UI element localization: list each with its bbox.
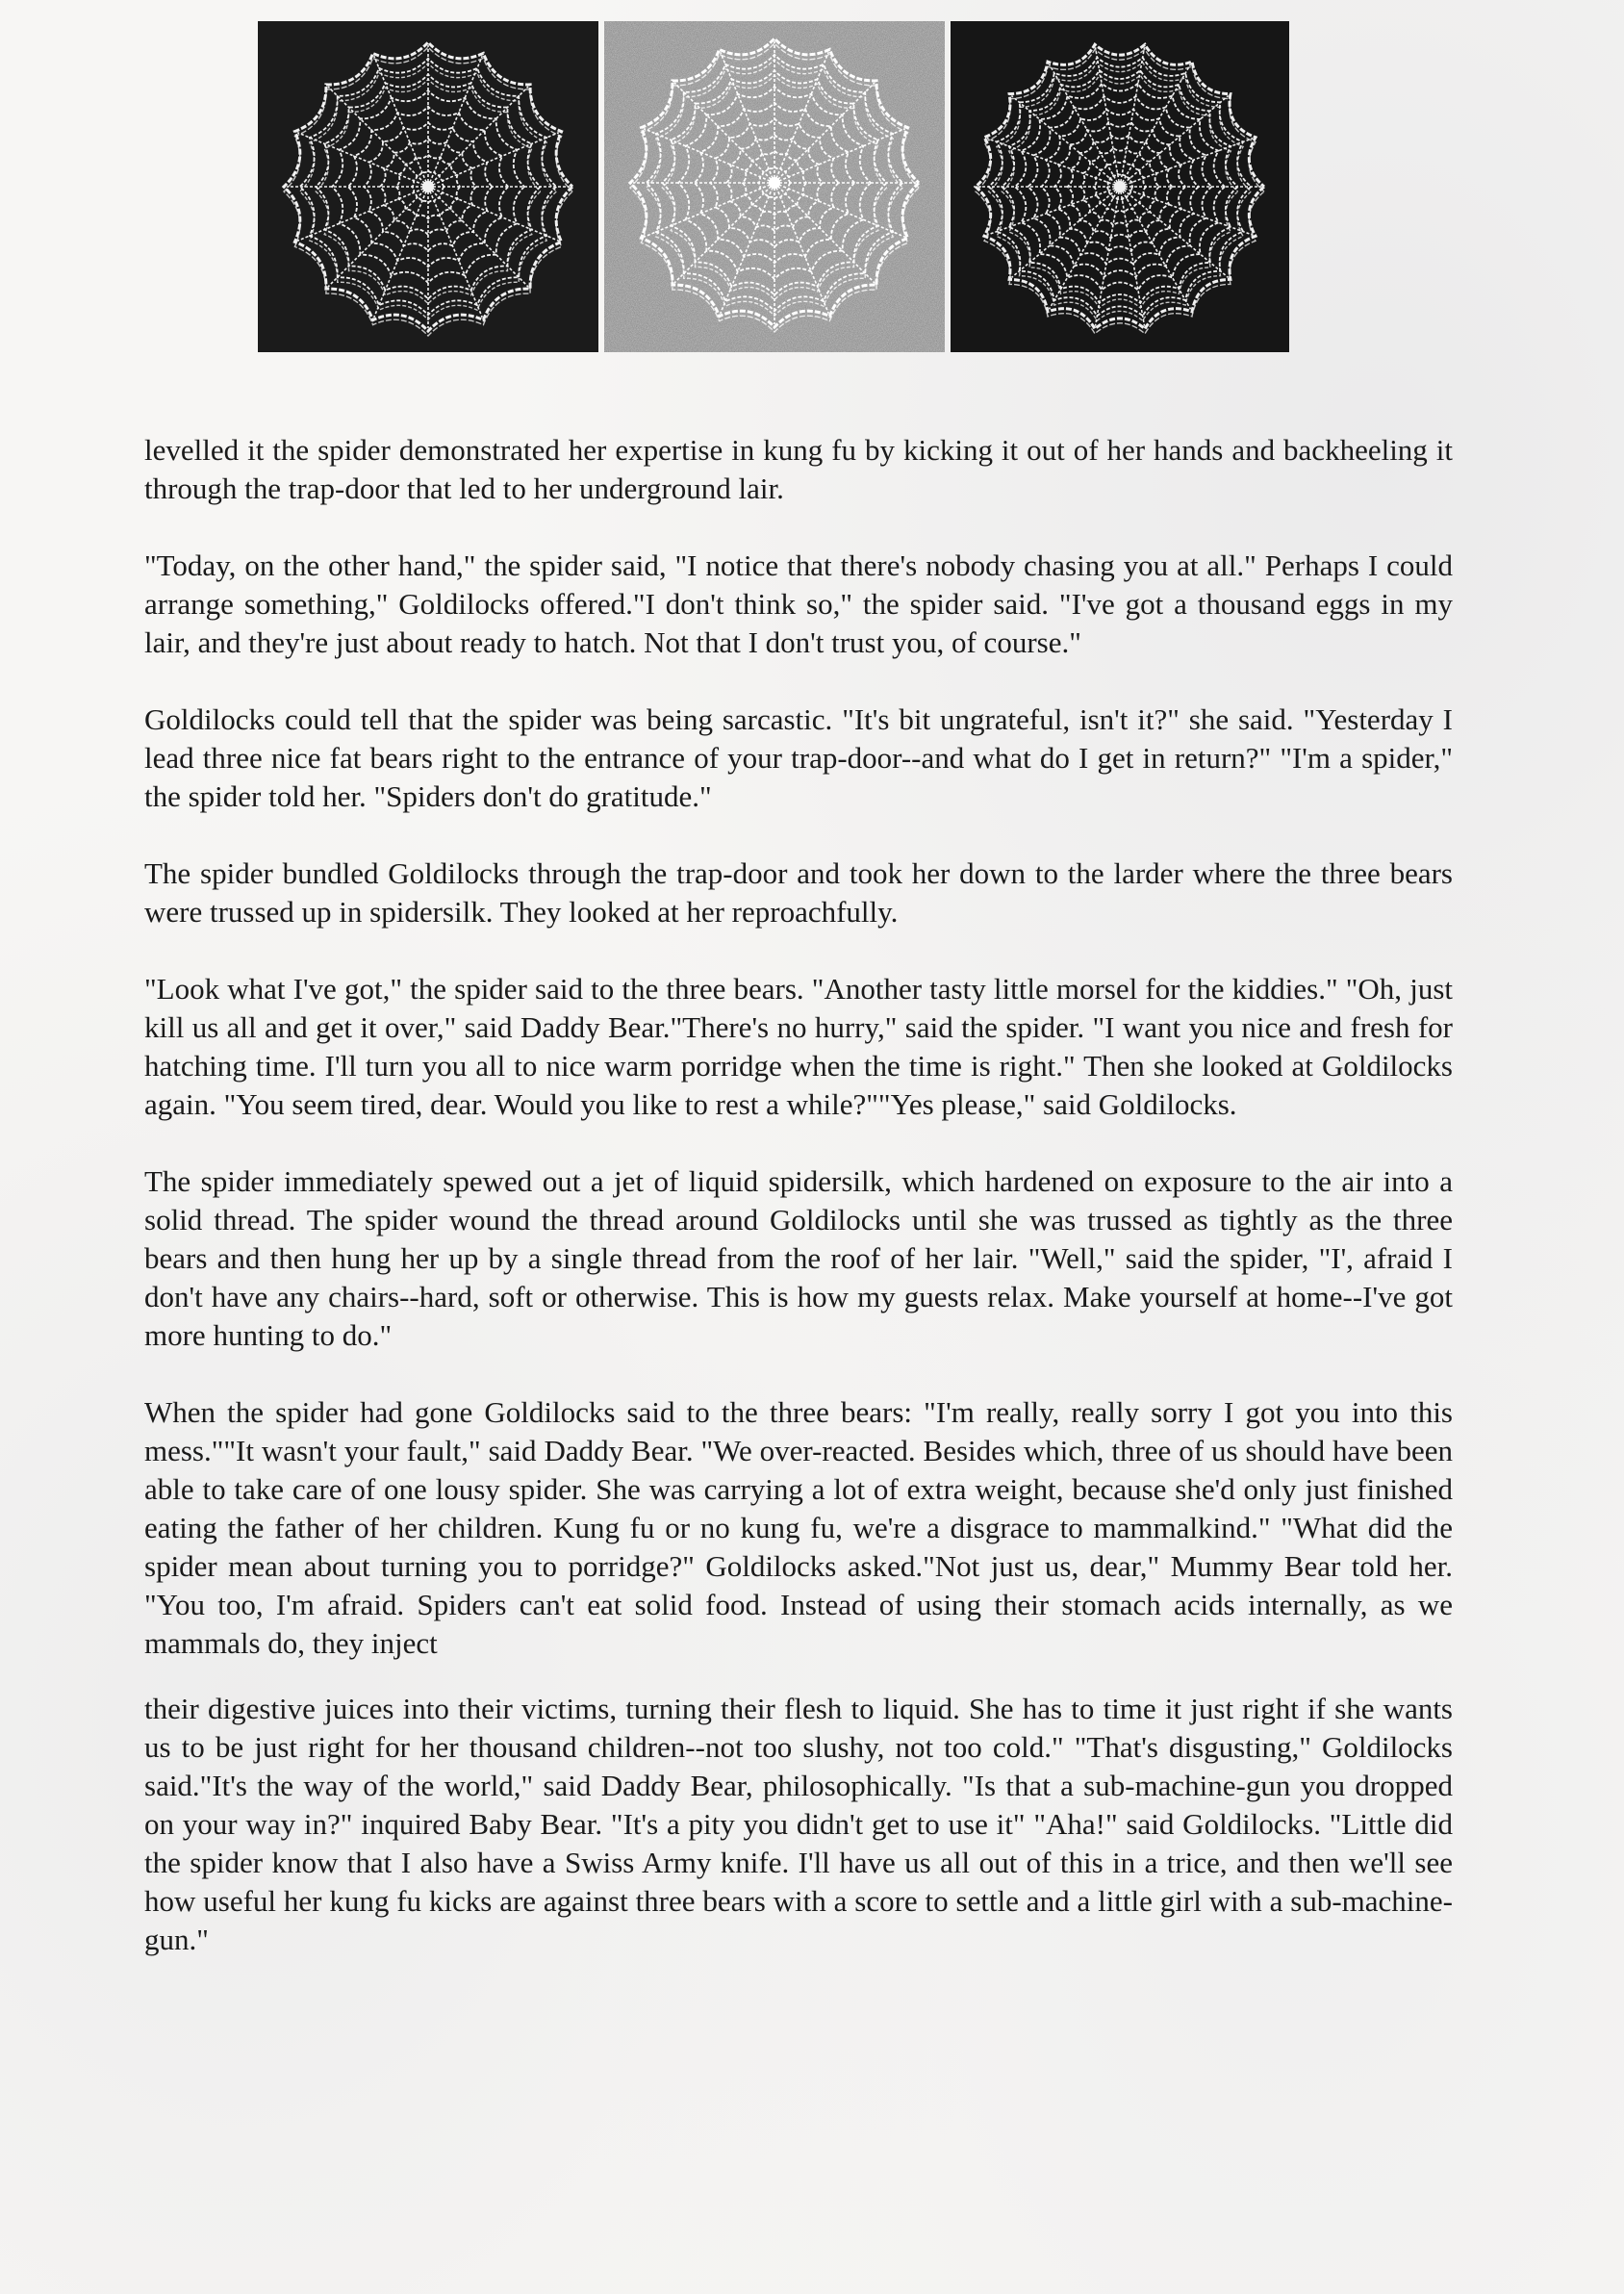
paragraph: their digestive juices into their victims, turning their flesh to liquid. She has to time it just right if she wants us to be just right for her thousand children--not too slushy, not too cold." "That's disgusting," Goldilocks said."It's the way of the world," said Daddy Bear, philosophically. "Is that a sub-machine-gun you dropped on your way in?" inquired Baby Bear. "It's a pity you didn't get to use it" "Aha!" said Goldilocks. "Little did the spider know that I also have a Swiss Army knife. I'll have us all out of this in a trice, and then we'll see how useful her kung fu kicks are against three bears with a score to settle and a little girl with a sub-machine-gun." xyxy=(144,1692,1453,1956)
spider-web-image-strip xyxy=(258,21,1289,352)
spider-web-graphic xyxy=(258,21,598,352)
web-hub xyxy=(422,181,434,192)
paragraph: The spider bundled Goldilocks through the trap-door and took her down to the larder where the three bears were trussed up in spidersilk. They looked at her reproachfully. xyxy=(144,856,1453,929)
spider-web-image-dark-dense xyxy=(951,21,1289,352)
spider-web-image-dark xyxy=(258,21,598,352)
web-hub xyxy=(769,177,780,189)
paragraph: When the spider had gone Goldilocks said to the three bears: "I'm really, really sorry I got you into this mess.""It wasn't your fault," said Daddy Bear. "We over-reacted. Besides which, three of us should have been able to take care of one lousy spider. She was carrying a lot of extra weight, because she'd only just finished eating the father of her children. Kung fu or no kung fu, we're a disgrace to mammalkind." "What did the spider mean about turning you to porridge?" Goldilocks asked."Not just us, dear," Mummy Bear told her. "You too, I'm afraid. Spiders can't eat solid food. Instead of using their stomach acids internally, as we mammals do, they inject xyxy=(144,1395,1453,1660)
paragraph: levelled it the spider demonstrated her expertise in kung fu by kicking it out of her hands and backheeling it through the trap-door that led to her underground lair. xyxy=(144,433,1453,505)
spider-web-graphic xyxy=(951,21,1289,352)
paragraph: The spider immediately spewed out a jet of liquid spidersilk, which hardened on exposure to the air into a solid thread. The spider wound the thread around Goldilocks until she was trussed as tightly as the three bears and then hung her up by a single thread from the roof of her lair. "Well," said the spider, "I', afraid I don't have any chairs--hard, soft or otherwise. This is how my guests relax. Make yourself at home--I've got more hunting to do." xyxy=(144,1164,1453,1352)
paragraph: "Today, on the other hand," the spider said, "I notice that there's nobody chasing you at all." Perhaps I could arrange something," Goldilocks offered."I don't think so," the spider said. "I've got a thousand eggs in my lair, and they're just about ready to hatch. Not that I don't trust you, of course." xyxy=(144,548,1453,659)
paragraph: "Look what I've got," the spider said to the three bears. "Another tasty little morsel for the kiddies." "Oh, just kill us all and get it over," said Daddy Bear."There's no hurry," said the spider. "I want you nice and fresh for hatching time. I'll turn you all to nice warm porridge when the time is right." Then she looked at Goldilocks again. "You seem tired, dear. Would you like to rest a while?""Yes please," said Goldilocks. xyxy=(144,972,1453,1121)
spider-web-image-noisy xyxy=(604,21,945,352)
web-hub xyxy=(1114,181,1126,192)
paragraph: Goldilocks could tell that the spider was being sarcastic. "It's bit ungrateful, isn't it?" she said. "Yesterday I lead three nice fat bears right to the entrance of your trap-door--and what do I get in return?" "I'm a spider," the spider told her. "Spiders don't do gratitude." xyxy=(144,702,1453,813)
story-text xyxy=(144,431,1453,1998)
spider-web-graphic xyxy=(604,21,945,352)
